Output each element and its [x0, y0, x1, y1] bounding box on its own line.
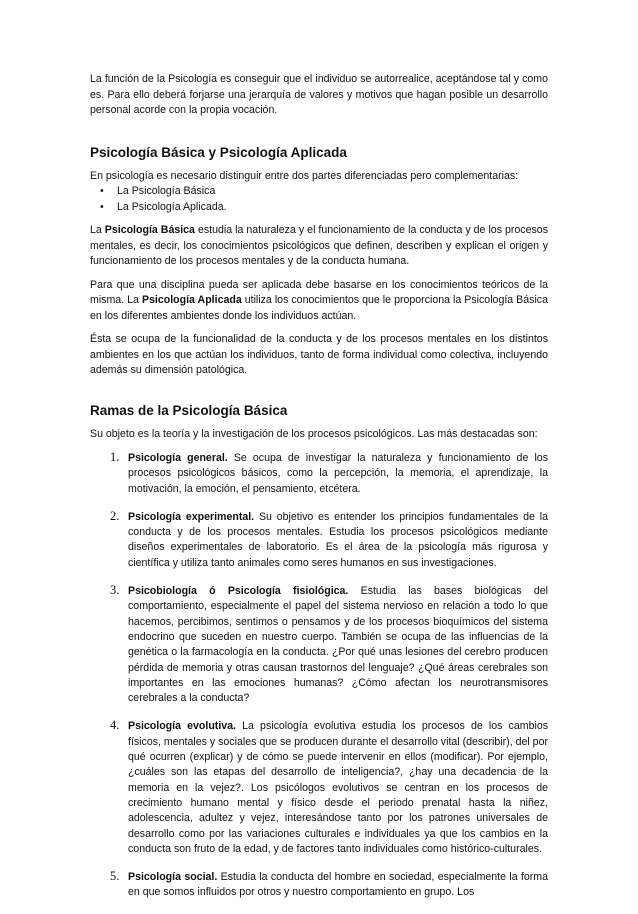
list-item: [90, 510, 548, 571]
document-page: [90, 72, 548, 914]
list-item: [90, 870, 548, 901]
text-run: La: [90, 224, 105, 236]
bullet-icon: •: [100, 200, 104, 213]
item-number: 3.: [110, 583, 120, 598]
list-item: [90, 184, 548, 200]
item-text: [128, 719, 548, 857]
list-item: [90, 584, 548, 706]
item-body: Estudia las bases biológicas del comportamiento, especialmente el papel del sistema nervioso en relación a todo lo que hacemos, percibimos, sentimos o pensamos y de los procesos bioquímicos del sistema endocrino que suceden en nuestro cuerpo. También se ocupa de las influencias de la genética o la farmacología en la conducta. ¿Por qué unas lesiones del cerebro producen pérdida de memoria y otras causan trastornos del lenguaje? ¿Qué áreas cerebrales son importantes en las emociones humanas? ¿Cómo afectan los neurotransmisores cerebrales a la conducta?: [128, 585, 548, 705]
item-body: Estudia la conducta del hombre en sociedad, especialmente la forma en que somos influidos por otros y nuestro comportamiento en grupo. Los: [128, 871, 548, 899]
text-run: Para que una disciplina pueda ser aplicada debe basarse en los conocimientos teóricos de la misma. La: [90, 278, 548, 306]
section2-lead: Su objeto es la teoría y la investigación de los procesos psicológicos. Las más destacadas son:: [90, 427, 538, 440]
section-heading-basica-aplicada: Psicología Básica y Psicología Aplicada: [90, 144, 347, 160]
bullet-icon: •: [100, 185, 104, 197]
bold-term: Psicología Básica: [104, 224, 195, 236]
paragraph-psicologia-basica: [90, 223, 548, 270]
item-title: Psicobiología ó Psicología fisiológica.: [128, 585, 349, 598]
item-title: Psicología general.: [128, 452, 228, 464]
item-title: Psicología social.: [128, 871, 218, 884]
text-run: estudia la naturaleza y el funcionamiento de la conducta y de los procesos mentales, es decir, los conocimientos psicológicos que definen, describen y explican el origen y funcionamiento de los procesos mentales y de la conducta humana.: [90, 224, 548, 267]
item-number: 1.: [110, 450, 120, 464]
branches-list: [90, 451, 548, 901]
list-item: [90, 451, 548, 497]
item-number: 4.: [110, 718, 120, 733]
paragraph-funcionalidad: Ésta se ocupa de la funcionalidad de la conducta y de los procesos mentales en los distintos ambientes en los que actúan los individuos, tanto de forma individual como colectiva, incluyendo además su dimensión patológica.: [90, 333, 548, 376]
intro-paragraph: La función de la Psicología es conseguir que el individuo se autorrealice, aceptándose tal y como es. Para ello deberá forjarse una jerarquía de valores y motivos que hagan posible un desarrollo personal acorde con la propia vocación.: [90, 73, 548, 116]
section1-lead: En psicología es necesario distinguir entre dos partes diferenciadas pero complementarias:: [90, 169, 519, 182]
item-body: Su objetivo es entender los principios fundamentales de la conducta y de los procesos mentales. Estudia los procesos psicológicos mediante diseños experimentales de laboratorio. Es el área de la psicología más rigurosa y científica y utiliza tanto animales como seres humanos en sus investigaciones.: [128, 510, 549, 569]
bold-term: Psicología Aplicada: [141, 294, 242, 306]
item-title: Psicología experimental.: [128, 510, 255, 523]
item-text: [128, 510, 548, 571]
bullet-text: La Psicología Aplicada.: [117, 200, 227, 213]
section-heading-ramas: Ramas de la Psicología Básica: [90, 402, 288, 418]
item-body: Se ocupa de investigar la naturaleza y funcionamiento de los procesos psicológicos básicos, como la percepción, la memoria, el aprendizaje, la motivación, la emoción, el pensamiento, etcétera.: [128, 452, 548, 495]
item-title: Psicología evolutiva.: [128, 720, 236, 733]
bullet-text: La Psicología Básica: [117, 185, 216, 197]
paragraph-psicologia-aplicada: [90, 278, 548, 325]
item-number: 5.: [110, 869, 120, 884]
text-run: utiliza los conocimientos que le proporciona la Psicología Básica en los diferentes ambientes donde los individuos actúan.: [90, 294, 548, 322]
list-item: [90, 200, 548, 216]
item-body: La psicología evolutiva estudia los procesos de los cambios físicos, mentales y sociales que se producen durante el desarrollo vital (describir), del por qué ocurren (explicar) y de cómo se puede intervenir en ellos (modificar). Por ejemplo, ¿cuáles son las etapas del desarrollo de inteligencia?, ¿hay una decadencia de la memoria en la vejez?. Los psicólogos evolutivos se centran en los procesos de crecimiento humano mental y físico desde el periodo prenatal hasta la niñez, adolescencia, adultez y vejez, interesándose tanto por los patrones universales de desarrollo como por las variaciones culturales e individuales ya que los cambios en la conducta son fruto de la edad, y de factores tanto individuales como histórico-culturales.: [128, 720, 549, 855]
item-text: [128, 870, 548, 901]
item-number: 2.: [110, 508, 120, 523]
item-text: [128, 584, 548, 706]
list-item: [90, 719, 548, 857]
bullet-list: [90, 184, 548, 215]
item-text: [128, 451, 548, 497]
